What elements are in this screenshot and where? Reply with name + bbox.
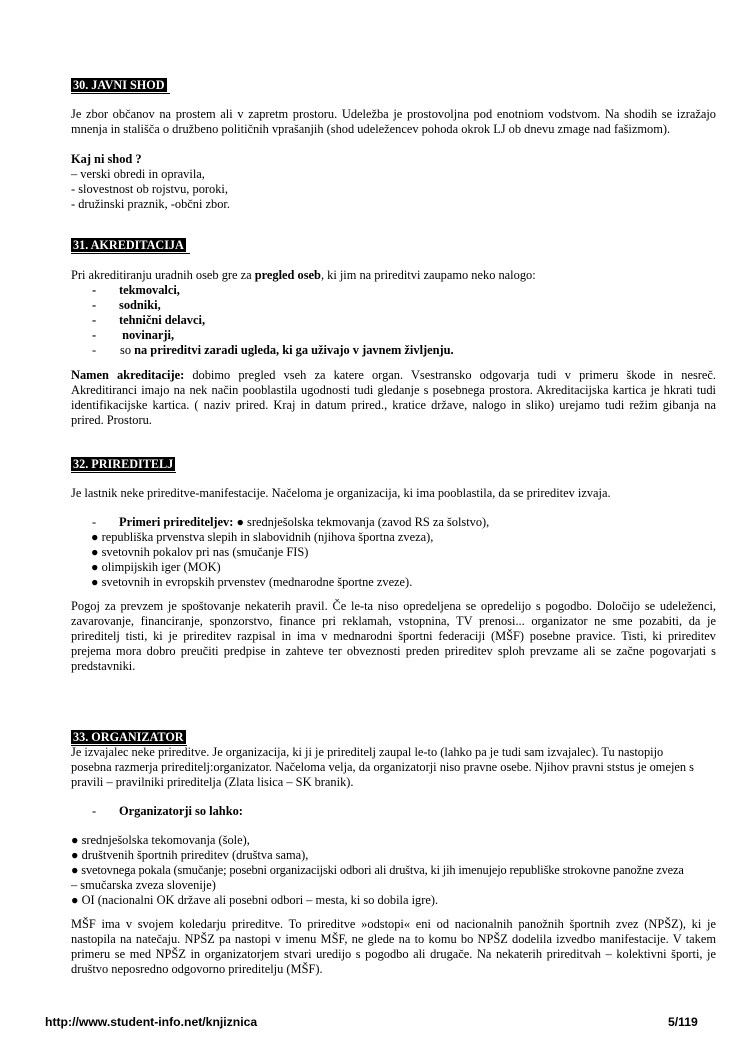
list-item: ● društvenih športnih prireditev (društva sama), [71, 848, 309, 862]
footer-page-number: 5/119 [668, 1015, 698, 1029]
intro-text: Pri akreditiranju uradnih oseb gre za [71, 268, 255, 282]
paragraph-line: Je izvajalec neke prireditve. Je organizacija, ki ji je prireditelj zaupal le-to (lahko pa je tudi sam izvajalec). Tu nastopijo [71, 745, 664, 759]
paragraph-line: nastopila na natečaju. NPŠZ pa nastopi v imenu MŠF, ne glede na to komu bo NPŠZ dodelila izvedbo manifestacije. V takem [71, 932, 716, 946]
list-item-text: ● srednješolska tekmovanja (zavod RS za šolstvo), [233, 515, 490, 529]
namen-text: dobimo pregled vseh za katere organ. Vsestransko odgovarja tudi v primeru škode in nesreč. [184, 368, 716, 382]
section-32-intro [71, 486, 716, 501]
intro-text-end: , ki jim na prireditvi zaupamo neko nalogo: [320, 268, 536, 282]
list-item: ● svetovnih in evropskih prvenstev (mednarodne športne zveze). [91, 575, 413, 589]
intro-bold-text: pregled oseb [254, 268, 321, 282]
section-32-intro-text: Je lastnik neke prireditve-manifestacije. Načeloma je organizacija, ki ima pooblastila, da se prireditev izvaja. [71, 486, 611, 500]
section-30-list [71, 152, 716, 212]
paragraph-line: prired. Prostoru. [71, 413, 152, 427]
list-item: - družinski praznik, -občni zbor. [71, 197, 230, 211]
list-item: ● OI (nacionalni OK države ali posebni odbori – mesta, ki so dobila igre). [71, 893, 439, 907]
list-item: ● svetovnih pokalov pri nas (smučanje FIS) [91, 545, 309, 559]
section-33-list-heading [71, 804, 716, 819]
section-31-intro [71, 268, 716, 283]
list-item-text: novinarji, [119, 328, 175, 342]
list-item: ● republiška prvenstva slepih in slabovidnih (njihova športna zveza), [91, 530, 434, 544]
section-32-list [71, 515, 716, 590]
paragraph-line: primeru se med NPŠZ in organizatorjem stvari uredijo s pogodbo ali drugače. Na nekaterih prireditvah – kolektivni športi, je [71, 947, 716, 961]
section-33-heading: 33. ORGANIZATOR [73, 730, 184, 744]
section-30-heading: 30. JAVNI SHOD [73, 78, 165, 92]
paragraph-line: MŠF ima v svojem koledarju prireditve. To prireditve »odstopi« eni od nacionalnih panožnih športnih zvez (NPŠZ), ki je [71, 917, 716, 931]
paragraph-line: Pogoj za prevzem je spoštovanje nekaterih pravil. Če le-ta niso opredeljena se opredelijo s pogodbo. Določijo se udeleženci, [71, 599, 716, 613]
paragraph-line: pravili – pravilniki prireditelja (Zlata lisica – SK branik). [71, 775, 354, 789]
dash-marker: - [92, 328, 97, 342]
section-32-heading: 32. PRIREDITELJ [73, 457, 174, 471]
dash-marker: - [92, 804, 97, 818]
list-item: ● srednješolska tekomovanja (šole), [71, 833, 250, 847]
section-31-heading: 31. AKREDITACIJA [73, 238, 184, 252]
footer-url: http://www.student-info.net/knjiznica [45, 1015, 258, 1029]
paragraph-line: prejema mora dobro preučiti predpise in zahteve ter obveznosti preden prireditev sploh prevzame ali se začne pogovarjati s [71, 644, 716, 658]
list-item [71, 804, 716, 819]
list-item-bold-text: na prireditvi zaradi ugleda, ki ga uživajo v javnem življenju. [134, 343, 454, 357]
list-item: ● olimpijskih iger (MOK) [91, 560, 221, 574]
paragraph-line: zavarovanje, financiranje, sponzorstvo, finance pri reklamah, vstopnina, TV prenosi... organizator ne sme pozabiti, da je [71, 614, 716, 628]
list-item [71, 313, 716, 328]
list-item [71, 283, 716, 298]
paragraph-line: Je zbor občanov na prostem ali v zapretm prostoru. Udeležba je prostovoljna pod enotniom vodstvom. Na shodih se izražajo [71, 107, 716, 121]
paragraph-line [71, 368, 716, 383]
list-item [71, 298, 716, 313]
section-30-heading-underline [71, 93, 170, 94]
list-item [71, 328, 716, 343]
section-33-paragraph [71, 917, 716, 977]
list-item-text: sodniki, [119, 298, 161, 312]
paragraph-line: identifikacijske kartica. ( naziv prired. Kraj in datum prired., kratice države, nalogo in sliko) urejamo tudi režim gibanja na [71, 398, 716, 412]
dash-marker: - [92, 313, 97, 327]
list-item: ● svetovnega pokala (smučanje; posebni organizacijski odbori ali društva, ki jih imenujejo republiške strokovne panožne zveza [71, 863, 684, 877]
dash-marker: - [92, 515, 97, 529]
list-item: – smučarska zveza slovenije) [71, 878, 216, 892]
section-32-heading-underline [71, 472, 176, 473]
list-item-text: tehnični delavci, [119, 313, 206, 327]
paragraph-line: prireditelj tisti, ki je prireditev razpisal in ima v mednarodni športni federaciji (MŠF) posebne pravice. Tisti, ki prireditev [71, 629, 716, 643]
primeri-label: Primeri prirediteljev: [119, 515, 234, 529]
paragraph-line: društvo neposredno odgovorno prireditelju (MŠF). [71, 962, 323, 976]
section-31-heading-underline [71, 253, 190, 254]
list-item: - slovestnost ob rojstvu, poroki, [71, 182, 228, 196]
section-33-list [71, 833, 716, 908]
list-item: – verski obredi in opravila, [71, 167, 205, 181]
section-30-question: Kaj ni shod ? [71, 152, 142, 166]
list-item-text: tekmovalci, [119, 283, 180, 297]
paragraph-line: posebna razmerja prireditelj:organizator. Načeloma velja, da organizatorji niso pravne osebe. Njihov pravni ststus je omejen s [71, 760, 695, 774]
section-32-paragraph [71, 599, 716, 674]
dash-marker: - [92, 298, 97, 312]
section-31-list [71, 268, 716, 358]
namen-label: Namen akreditacije: [71, 368, 185, 382]
list-item [71, 343, 716, 358]
section-31-paragraph [71, 368, 716, 428]
dash-marker: - [92, 343, 97, 357]
section-33-intro [71, 745, 716, 790]
paragraph-line: mnenja in stališča o družbeno političnih vprašanjih (shod udeležencev pohoda okrok LJ ob dnevu zmage nad fašizmom). [71, 122, 671, 136]
paragraph-line: Akreditiranci imajo na nek način pooblastila ugodnosti tudi gledanje s posebnega prostora. Akreditacijska kartica je hkrati tudi [71, 383, 716, 397]
list-item-text: so [120, 343, 135, 357]
section-30-paragraph [71, 107, 716, 137]
list-item [71, 515, 716, 530]
dash-marker: - [92, 283, 97, 297]
lahko-label: Organizatorji so lahko: [119, 804, 243, 818]
paragraph-line: predstavniki. [71, 659, 136, 673]
